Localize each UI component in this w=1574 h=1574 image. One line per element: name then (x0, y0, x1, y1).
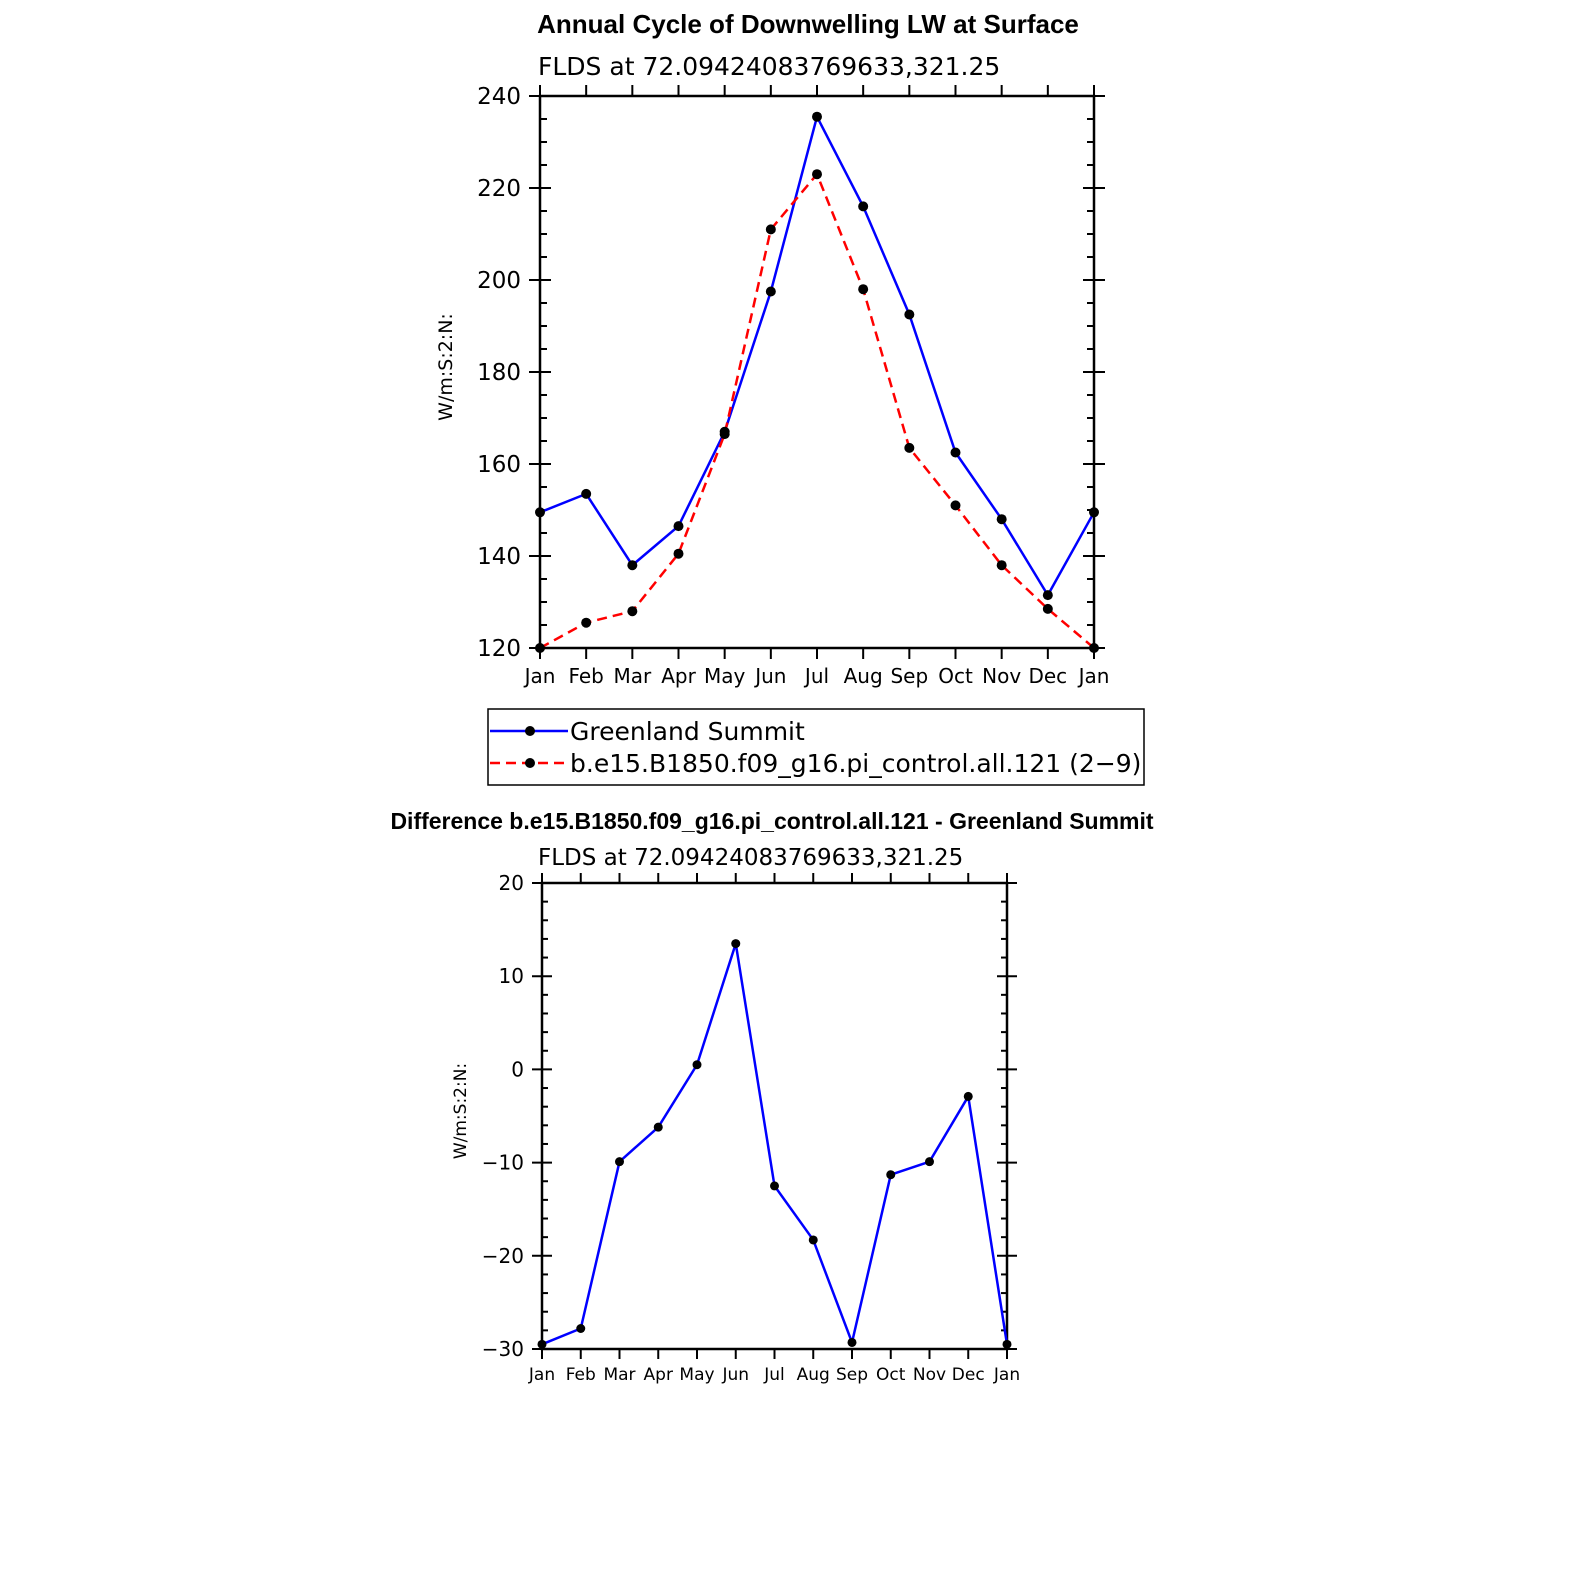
top-chart-xtick-label: Sep (890, 664, 929, 688)
bottom-chart-xtick-label: May (679, 1365, 715, 1385)
top-chart-series-0-point (627, 560, 637, 570)
top-chart-series-1-point (951, 500, 961, 510)
top-chart-plot (477, 84, 1109, 688)
top-chart-series-0-point (581, 489, 591, 499)
top-chart-ytick-label: 200 (477, 268, 521, 295)
top-chart-xtick-label: Jan (1078, 664, 1110, 688)
top-chart-series-1-line (540, 174, 1094, 648)
bottom-chart-series-0-point (693, 1060, 702, 1069)
top-chart-series-0-point (1089, 507, 1099, 517)
bottom-chart-series-0-point (654, 1123, 663, 1132)
bottom-chart-ytick-label: 0 (511, 1057, 524, 1082)
bottom-chart-ytick-label: 20 (498, 871, 524, 895)
top-chart-xtick-label: Nov (982, 664, 1022, 688)
top-chart-series-1-point (627, 606, 637, 616)
bottom-chart-ytick-label: −20 (481, 1243, 524, 1268)
bottom-chart-xtick-label: Feb (565, 1365, 596, 1385)
legend-model-label: b.e15.B1850.f09_g16.pi_control.all.121 (2−9) (570, 749, 1142, 778)
top-chart-ytick-label: 240 (477, 84, 521, 111)
top-chart-series-0-line (540, 117, 1094, 595)
bottom-chart-series-0-point (576, 1324, 585, 1333)
top-chart-series-0-point (1043, 590, 1053, 600)
top-chart-series-0-point (904, 310, 914, 320)
legend (488, 709, 1144, 785)
top-chart-series-1-point (581, 618, 591, 628)
bottom-chart-title: Difference b.e15.B1850.f09_g16.pi_control.all.121 - Greenland Summit (390, 808, 1154, 834)
top-chart-ytick-label: 160 (477, 452, 521, 479)
top-chart-xtick-label: Jun (755, 664, 787, 688)
bottom-chart-xtick-label: Sep (835, 1365, 869, 1385)
top-chart-series-0-point (951, 448, 961, 458)
top-chart-xtick-label: Jul (804, 664, 830, 688)
top-chart-series-0-point (535, 507, 545, 517)
top-chart-ytick-label: 120 (477, 636, 521, 663)
bottom-chart-xtick-label: Jan (993, 1365, 1021, 1385)
top-chart-ytick-label: 220 (477, 176, 521, 203)
bottom-chart-subtitle: FLDS at 72.09424083769633,321.25 (538, 845, 964, 871)
bottom-chart-series-0-point (848, 1338, 857, 1347)
bottom-chart-xtick-label: Aug (796, 1365, 830, 1385)
bottom-chart-series-0-point (615, 1157, 624, 1166)
bottom-chart-series-0-point (731, 939, 740, 948)
top-chart-series-1-point (1043, 604, 1053, 614)
top-chart-series-0-point (997, 514, 1007, 524)
top-chart-series-0-point (674, 521, 684, 531)
bottom-chart-ytick-label: 10 (498, 964, 524, 989)
top-chart-xtick-label: Aug (843, 664, 883, 688)
top-chart-series-1-point (720, 429, 730, 439)
legend-model-marker (525, 758, 535, 768)
bottom-chart-series-0-point (886, 1170, 895, 1179)
bottom-chart-xtick-label: Oct (876, 1365, 906, 1385)
top-chart-ytick-label: 140 (477, 544, 521, 571)
legend-obs-marker (525, 726, 535, 736)
top-chart-xtick-label: Apr (661, 664, 696, 688)
top-chart-xtick-label: Oct (938, 664, 973, 688)
bottom-chart-series-0-point (538, 1340, 547, 1349)
bottom-chart-series-0-point (770, 1181, 779, 1190)
bottom-chart-xtick-label: Apr (643, 1365, 673, 1385)
bottom-chart-xtick-label: Nov (912, 1365, 947, 1385)
top-chart-subtitle: FLDS at 72.09424083769633,321.25 (538, 52, 1001, 81)
bottom-chart-ylabel: W/m:S:2:N: (451, 1062, 471, 1160)
bottom-chart-xtick-label: Jan (528, 1365, 556, 1385)
top-chart-xtick-label: May (703, 664, 746, 688)
top-chart-ylabel: W/m:S:2:N: (435, 313, 457, 421)
top-chart-series-1-point (674, 549, 684, 559)
top-chart-xtick-label: Dec (1028, 664, 1068, 688)
bottom-chart-xtick-label: Jun (722, 1365, 750, 1385)
bottom-chart-xtick-label: Dec (951, 1365, 985, 1385)
top-chart-series-0-point (858, 201, 868, 211)
bottom-chart-xtick-label: Jul (764, 1365, 785, 1385)
top-chart-title: Annual Cycle of Downwelling LW at Surface (537, 9, 1079, 39)
top-chart-xtick-label: Jan (524, 664, 556, 688)
top-chart-series-0-point (812, 112, 822, 122)
top-chart-series-1-point (858, 284, 868, 294)
top-chart-series-1-point (1089, 643, 1099, 653)
legend-obs-label: Greenland Summit (570, 717, 805, 746)
bottom-chart-series-0-line (542, 944, 1007, 1345)
top-chart-xtick-label: Mar (613, 664, 652, 688)
top-chart-series-0-point (766, 287, 776, 297)
bottom-chart-xtick-label: Mar (603, 1365, 636, 1385)
bottom-chart-series-0-point (1003, 1340, 1012, 1349)
bottom-chart-series-0-point (964, 1092, 973, 1101)
top-chart-series-1-point (535, 643, 545, 653)
bottom-chart-series-0-point (809, 1235, 818, 1244)
top-chart-xtick-label: Feb (568, 664, 604, 688)
bottom-chart-frame (542, 883, 1007, 1349)
bottom-chart-plot (482, 871, 1020, 1385)
top-chart-series-1-point (766, 224, 776, 234)
top-chart-series-1-point (997, 560, 1007, 570)
top-chart-series-1-point (904, 443, 914, 453)
top-chart-ytick-label: 180 (477, 360, 521, 387)
bottom-chart-ytick-label: −30 (481, 1337, 524, 1361)
bottom-chart-series-0-point (925, 1157, 934, 1166)
bottom-chart-ytick-label: −10 (481, 1150, 524, 1175)
top-chart-series-1-point (812, 169, 822, 179)
